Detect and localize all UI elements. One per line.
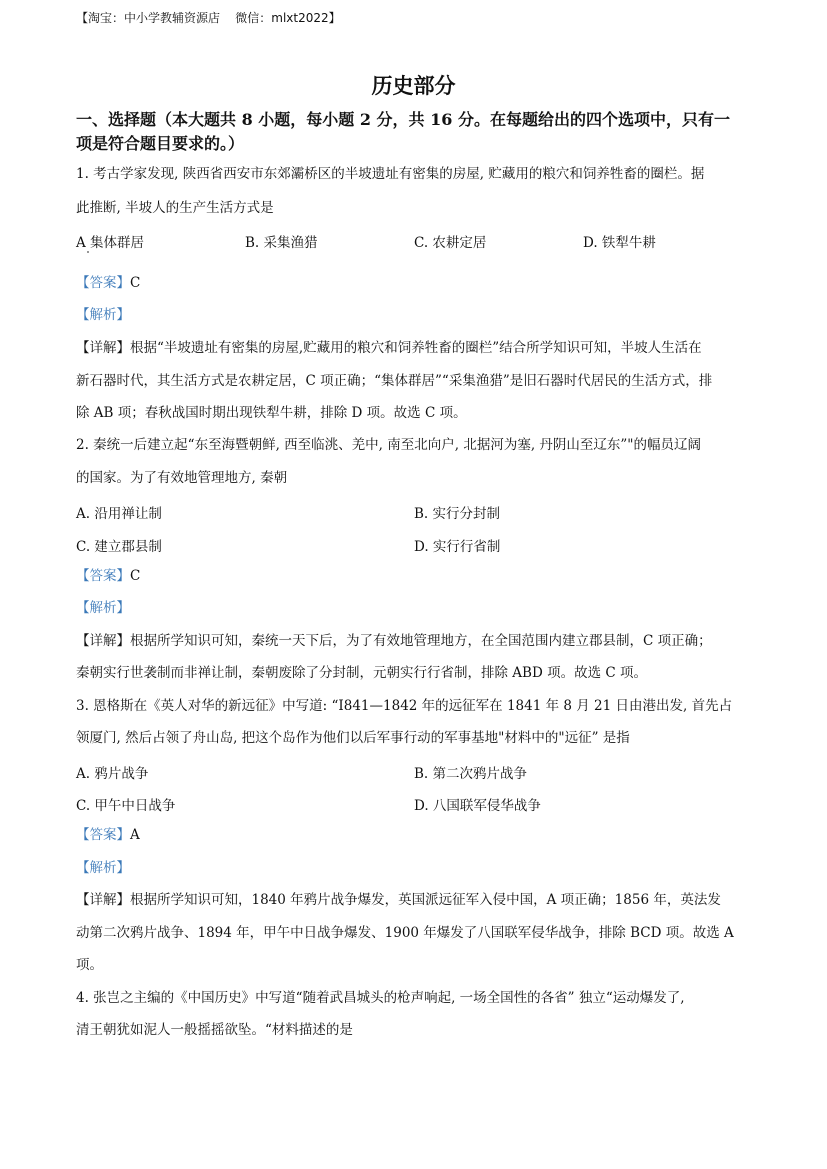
- question-3-detail: 项。: [76, 957, 103, 973]
- section-heading: [76, 108, 756, 156]
- question-2-detail: 秦朝实行世袭制而非禅让制，秦朝废除了分封制，元朝实行行省制，排除 ABD 项。故选 C 项。: [76, 665, 647, 681]
- question-1-detail: 除 AB 项；春秋战国时期出现铁犁牛耕，排除 D 项。故选 C 项。: [76, 405, 467, 421]
- stray-dot: [87, 251, 89, 253]
- section-heading-line: 一、选择题（本大题共 8 小题，每小题 2 分，共 16 分。在每题给出的四个选项中，只有一: [76, 110, 730, 129]
- detail-tag: 【详解】: [76, 892, 130, 908]
- question-3-detail: 动第二次鸦片战争、1894 年，甲午中日战争爆发、1900 年爆发了八国联军侵华战争，排除 BCD 项。故选 A: [76, 925, 734, 941]
- question-1-option-a: A 集体群居: [76, 235, 145, 251]
- detail-tag: 【详解】: [76, 633, 130, 649]
- question-1-analysis-tag: 【解析】: [76, 307, 130, 323]
- page-title: 历史部分: [371, 73, 456, 98]
- question-3-option-b: B. 第二次鸦片战争: [414, 766, 528, 782]
- question-1-option-c: C. 农耕定居: [414, 235, 487, 251]
- question-2-option-b: B. 实行分封制: [414, 506, 501, 522]
- answer-tag: 【答案】: [76, 827, 130, 843]
- question-2-option-d: D. 实行行省制: [414, 539, 501, 555]
- question-3-option-d: D. 八国联军侵华战争: [414, 798, 541, 814]
- question-1-answer: [76, 274, 140, 292]
- detail-text: 根据所学知识可知，秦统一天下后，为了有效地管理地方，在全国范围内建立郡县制，C 项正确；: [130, 633, 712, 649]
- question-4-stem: 清王朝犹如泥人一般摇摇欲坠。“材料描述的是: [76, 1022, 353, 1038]
- answer-value: A: [130, 827, 140, 843]
- answer-tag: 【答案】: [76, 568, 130, 584]
- question-1-option-d: D. 铁犁牛耕: [583, 235, 656, 251]
- question-1-stem: 此推断, 半坡人的生产生活方式是: [76, 200, 274, 216]
- question-2-stem: 2. 秦统一后建立起“东至海暨朝鲜, 西至临洮、羌中, 南至北向户, 北据河为塞, 丹阴山至辽东”"的幅员辽阔: [76, 437, 702, 453]
- question-3-stem: 3. 恩格斯在《英人对华的新远征》中写道: “I841—1842 年的远征军在 1841 年 8 月 21 日由港出发, 首先占: [76, 698, 733, 714]
- question-2-answer: [76, 567, 140, 585]
- question-4-stem: 4. 张岂之主编的《中国历史》中写道“随着武昌城头的枪声响起, 一场全国性的各省” 独立“运动爆发了,: [76, 990, 685, 1006]
- answer-value: C: [130, 568, 141, 584]
- question-1-option-b: B. 采集渔猎: [245, 235, 318, 251]
- question-2-option-a: A. 沿用禅让制: [76, 506, 162, 522]
- question-2-stem: 的国家。为了有效地管理地方, 秦朝: [76, 470, 288, 486]
- question-3-analysis-tag: 【解析】: [76, 860, 130, 876]
- question-2-option-c: C. 建立郡县制: [76, 539, 162, 555]
- detail-text: 根据“半坡遗址有密集的房屋,贮藏用的粮穴和饲养牲畜的圈栏”结合所学知识可知，半坡人生活在: [130, 340, 702, 356]
- answer-tag: 【答案】: [76, 275, 130, 291]
- question-3-option-c: C. 甲午中日战争: [76, 798, 176, 814]
- question-3-stem: 领厦门, 然后占领了舟山岛, 把这个岛作为他们以后军事行动的军事基地"材料中的"远征” 是指: [76, 730, 630, 746]
- question-1-stem: 1. 考古学家发现, 陕西省西安市东郊灞桥区的半坡遗址有密集的房屋, 贮藏用的粮穴和饲养牲畜的圈栏。据: [76, 166, 705, 182]
- question-1-detail: 新石器时代，其生活方式是农耕定居，C 项正确；“集体群居”“采集渔猎”是旧石器时代居民的生活方式，排: [76, 373, 713, 389]
- page-header: 【淘宝：中小学教辅资源店 微信：mlxt2022】: [76, 11, 341, 25]
- question-2-analysis-tag: 【解析】: [76, 600, 130, 616]
- question-2-detail: [76, 632, 712, 650]
- section-heading-line: 项是符合题目要求的。）: [76, 134, 245, 153]
- question-3-option-a: A. 鸦片战争: [76, 766, 149, 782]
- detail-text: 根据所学知识可知，1840 年鸦片战争爆发，英国派远征军入侵中国，A 项正确；1856 年，英法发: [130, 892, 721, 908]
- question-3-answer: [76, 826, 140, 844]
- question-3-detail: [76, 891, 721, 909]
- question-1-detail: [76, 339, 702, 357]
- answer-value: C: [130, 275, 141, 291]
- detail-tag: 【详解】: [76, 340, 130, 356]
